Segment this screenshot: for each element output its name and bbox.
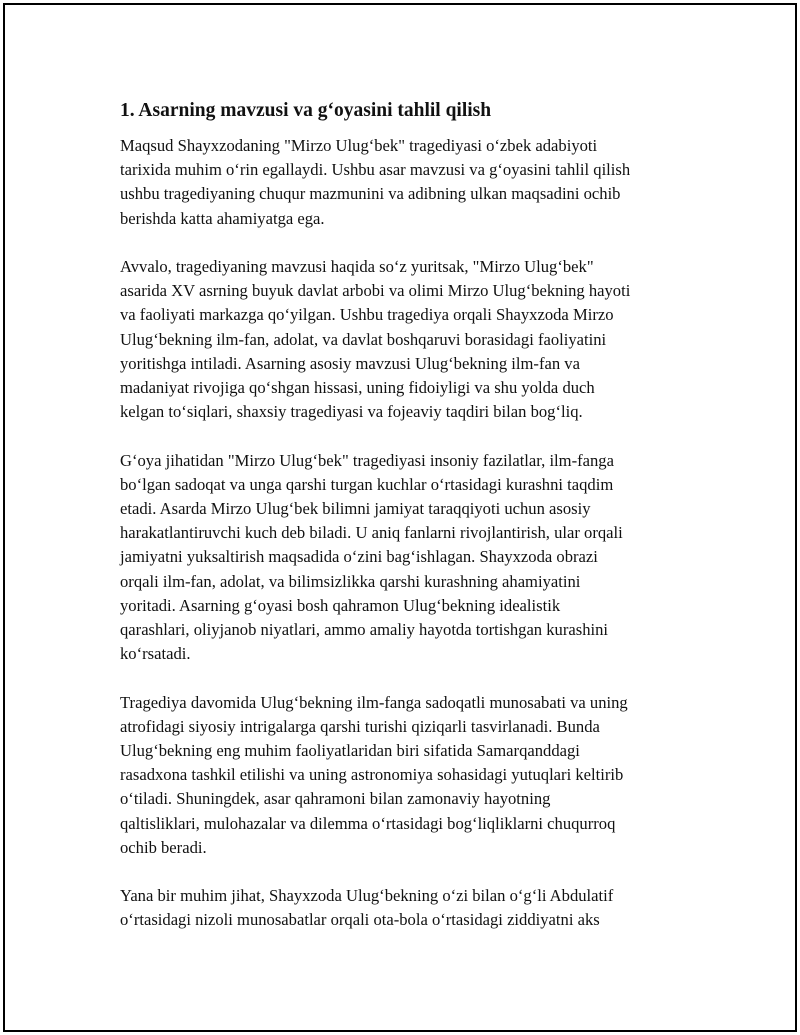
text-line: Maqsud Shayxzodaning "Mirzo Ulug‘bek" tragediyasi o‘zbek adabiyoti: [120, 136, 598, 155]
text-line: qaltisliklari, mulohazalar va dilemma o‘rtasidagi bog‘liqliklarni chuqurroq: [120, 813, 616, 833]
text-line: va faoliyati markazga qo‘yilgan. Ushbu tragediya orqali Shayxzoda Mirzo: [120, 305, 614, 325]
text-line: kelgan to‘siqlari, shaxsiy tragediyasi va fojeaviy taqdiri bilan bog‘liq.: [120, 402, 583, 422]
text-line: G‘oya jihatidan "Mirzo Ulug‘bek" tragediyasi insoniy fazilatlar, ilm-fanga: [120, 450, 614, 470]
text-line: qarashlari, oliyjanob niyatlari, ammo amaliy hayotda tortishgan kurashini: [120, 620, 609, 640]
text-line: atrofidagi siyosiy intrigalarga qarshi turishi qiziqarli tasvirlanadi. Bunda: [120, 716, 600, 736]
text-line: Avvalo, tragediyaning mavzusi haqida so‘z yuritsak, "Mirzo Ulug‘bek": [120, 257, 594, 276]
text-line: harakatlantiruvchi kuch deb biladi. U aniq fanlarni rivojlantirish, ular orqali: [120, 523, 623, 543]
section-heading: 1. Asarning mavzusi va g‘oyasini tahlil qilish: [120, 100, 492, 121]
text-line: ushbu tragediyaning chuqur mazmunini va adibning ulkan maqsadini ochib: [120, 184, 621, 204]
document-body: [120, 98, 710, 957]
text-line: Tragediya davomida Ulug‘bekning ilm-fanga sadoqatli munosabati va uning: [120, 692, 628, 712]
text-line: Ulug‘bekning eng muhim faoliyatlaridan biri sifatida Samarqanddagi: [120, 741, 580, 761]
text-line: bo‘lgan sadoqat va unga qarshi turgan kuchlar o‘rtasidagi kurashni taqdim: [120, 474, 614, 494]
text-line: tarixida muhim o‘rin egallaydi. Ushbu asar mavzusi va g‘oyasini tahlil qilish: [120, 160, 631, 180]
paragraph-theme: [120, 255, 710, 424]
text-line: o‘rtasidagi nizoli munosabatlar orqali ota-bola o‘rtasidagi ziddiyatni aks: [120, 910, 600, 930]
text-line: orqali ilm-fan, adolat, va bilimsizlikka qarshi kurashning ahamiyatini: [120, 571, 581, 591]
paragraph-conflict: [120, 884, 710, 932]
text-line: yoritadi. Asarning g‘oyasi bosh qahramon Ulug‘bekning idealistik: [120, 595, 561, 615]
paragraph-intro: [120, 134, 710, 231]
text-line: Ulug‘bekning ilm-fan, adolat, va davlat boshqaruvi borasidagi faoliyatini: [120, 329, 607, 349]
text-line: madaniyat rivojiga qo‘shgan hissasi, uning fidoiyligi va shu yolda duch: [120, 378, 595, 398]
paragraph-tragedy: [120, 691, 710, 860]
text-line: ochib beradi.: [120, 837, 207, 857]
document-page: [3, 3, 797, 1032]
text-line: asarida XV asrning buyuk davlat arbobi va olimi Mirzo Ulug‘bekning hayoti: [120, 281, 631, 301]
text-line: berishda katta ahamiyatga ega.: [120, 208, 325, 228]
text-line: etadi. Asarda Mirzo Ulug‘bek bilimni jamiyat taraqqiyoti uchun asosiy: [120, 499, 591, 519]
text-line: ko‘rsatadi.: [120, 644, 191, 664]
paragraph-idea: [120, 449, 710, 667]
text-line: rasadxona tashkil etilishi va uning astronomiya sohasidagi yutuqlari keltirib: [120, 765, 624, 785]
text-line: o‘tiladi. Shuningdek, asar qahramoni bilan zamonaviy hayotning: [120, 789, 551, 809]
text-line: Yana bir muhim jihat, Shayxzoda Ulug‘bekning o‘zi bilan o‘g‘li Abdulatif: [120, 886, 614, 906]
text-line: jamiyatni yuksaltirish maqsadida o‘zini bag‘ishlagan. Shayxzoda obrazi: [120, 547, 598, 567]
text-line: yoritishga intiladi. Asarning asosiy mavzusi Ulug‘bekning ilm-fan va: [120, 353, 580, 373]
